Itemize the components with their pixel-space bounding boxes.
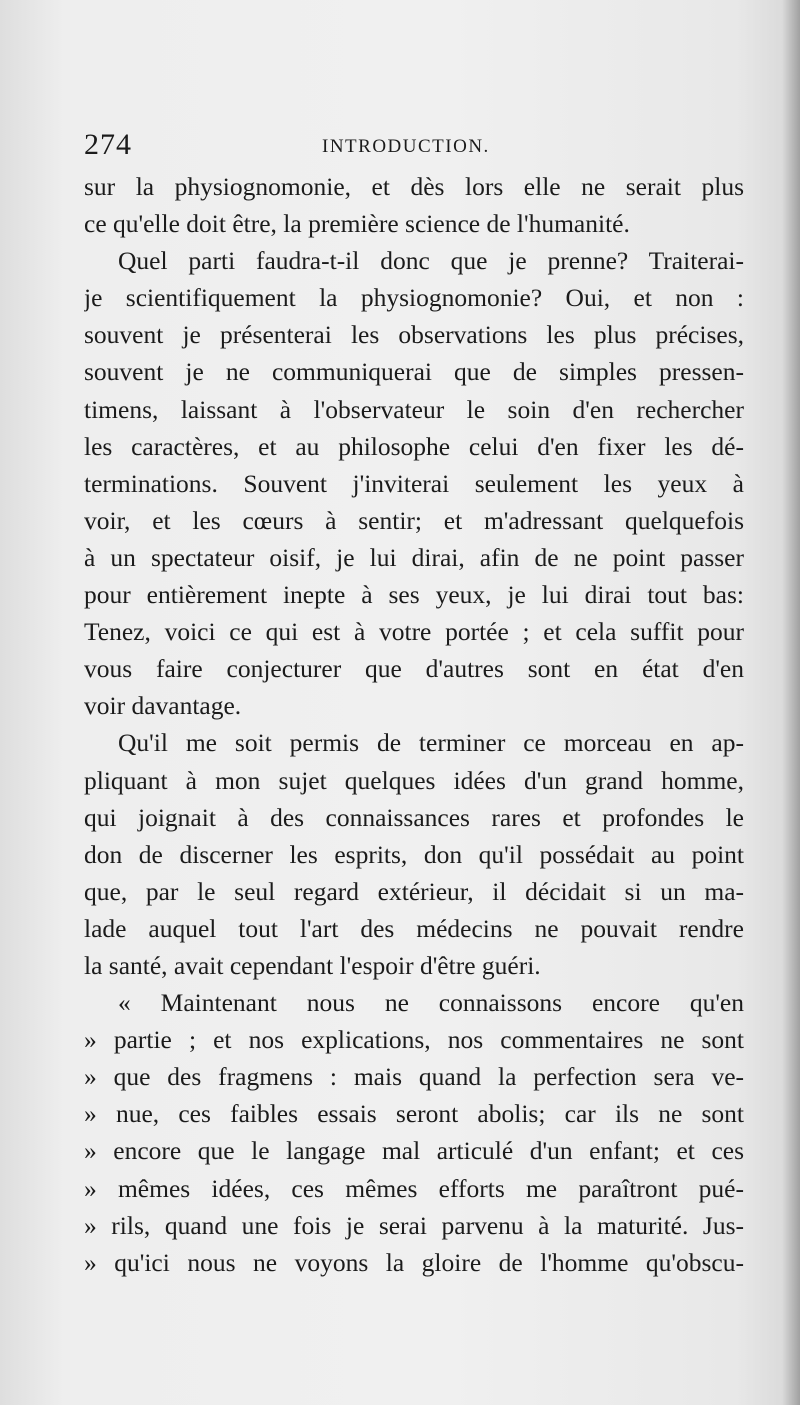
quote-line: » rils, quand une fois je serai parvenu à la maturité. Jus-	[84, 1210, 744, 1240]
text-line: don de discerner les esprits, don qu'il possédait au point	[84, 839, 744, 869]
text-line: que, par le seul regard extérieur, il décidait si un ma-	[84, 876, 744, 906]
text-line: voir, et les cœurs à sentir; et m'adressant quelquefois	[84, 505, 744, 535]
page-edge-shadow	[782, 0, 800, 1405]
text-line: qui joignait à des connaissances rares et profondes le	[84, 802, 744, 832]
paragraph-first-line: Quel parti faudra-t-il donc que je prenne? Traiterai-	[118, 246, 744, 276]
text-line: à un spectateur oisif, je lui dirai, afin de ne point passer	[84, 542, 744, 572]
text-line: souvent je ne communiquerai que de simples pressen-	[84, 357, 744, 387]
text-line: vous faire conjecturer que d'autres sont en état d'en	[84, 654, 744, 684]
quote-first-line: « Maintenant nous ne connaissons encore qu'en	[118, 988, 744, 1018]
text-line: sur la physiognomonie, et dès lors elle ne serait plus	[84, 172, 744, 201]
quote-line: » partie ; et nos explications, nos commentaires ne sont	[84, 1025, 744, 1055]
quote-line: » encore que le langage mal articulé d'un enfant; et ces	[84, 1136, 744, 1166]
quote-line: » que des fragmens : mais quand la perfection sera ve-	[84, 1062, 744, 1092]
text-line: Tenez, voici ce qui est à votre portée ; et cela suffit pour	[84, 617, 744, 647]
text-line: voir davantage.	[84, 691, 242, 721]
quote-line: » qu'ici nous ne voyons la gloire de l'homme qu'obscu-	[84, 1247, 744, 1277]
page-header	[84, 128, 740, 162]
text-line: ce qu'elle doit être, la première science de l'humanité.	[84, 209, 630, 239]
text-line: lade auquel tout l'art des médecins ne pouvait rendre	[84, 913, 744, 943]
text-line: terminations. Souvent j'inviterai seulement les yeux à	[84, 468, 744, 498]
text-line: souvent je présenterai les observations les plus précises,	[84, 320, 744, 350]
quote-line: » mêmes idées, ces mêmes efforts me paraîtront pué-	[84, 1173, 744, 1203]
quote-line: » nue, ces faibles essais seront abolis; car ils ne sont	[84, 1099, 744, 1129]
body-text	[84, 168, 744, 1281]
text-line: les caractères, et au philosophe celui d'en fixer les dé-	[84, 431, 744, 461]
page-number: 274	[84, 128, 132, 161]
paragraph-first-line: Qu'il me soit permis de terminer ce morceau en ap-	[118, 728, 744, 758]
running-title: INTRODUCTION.	[322, 136, 490, 157]
text-line: la santé, avait cependant l'espoir d'être guéri.	[84, 950, 541, 980]
text-line: je scientifiquement la physiognomonie? Oui, et non :	[84, 283, 744, 313]
text-line: timens, laissant à l'observateur le soin d'en rechercher	[84, 394, 744, 424]
text-line: pliquant à mon sujet quelques idées d'un grand homme,	[84, 765, 744, 795]
text-line: pour entièrement inepte à ses yeux, je lui dirai tout bas:	[84, 580, 744, 610]
